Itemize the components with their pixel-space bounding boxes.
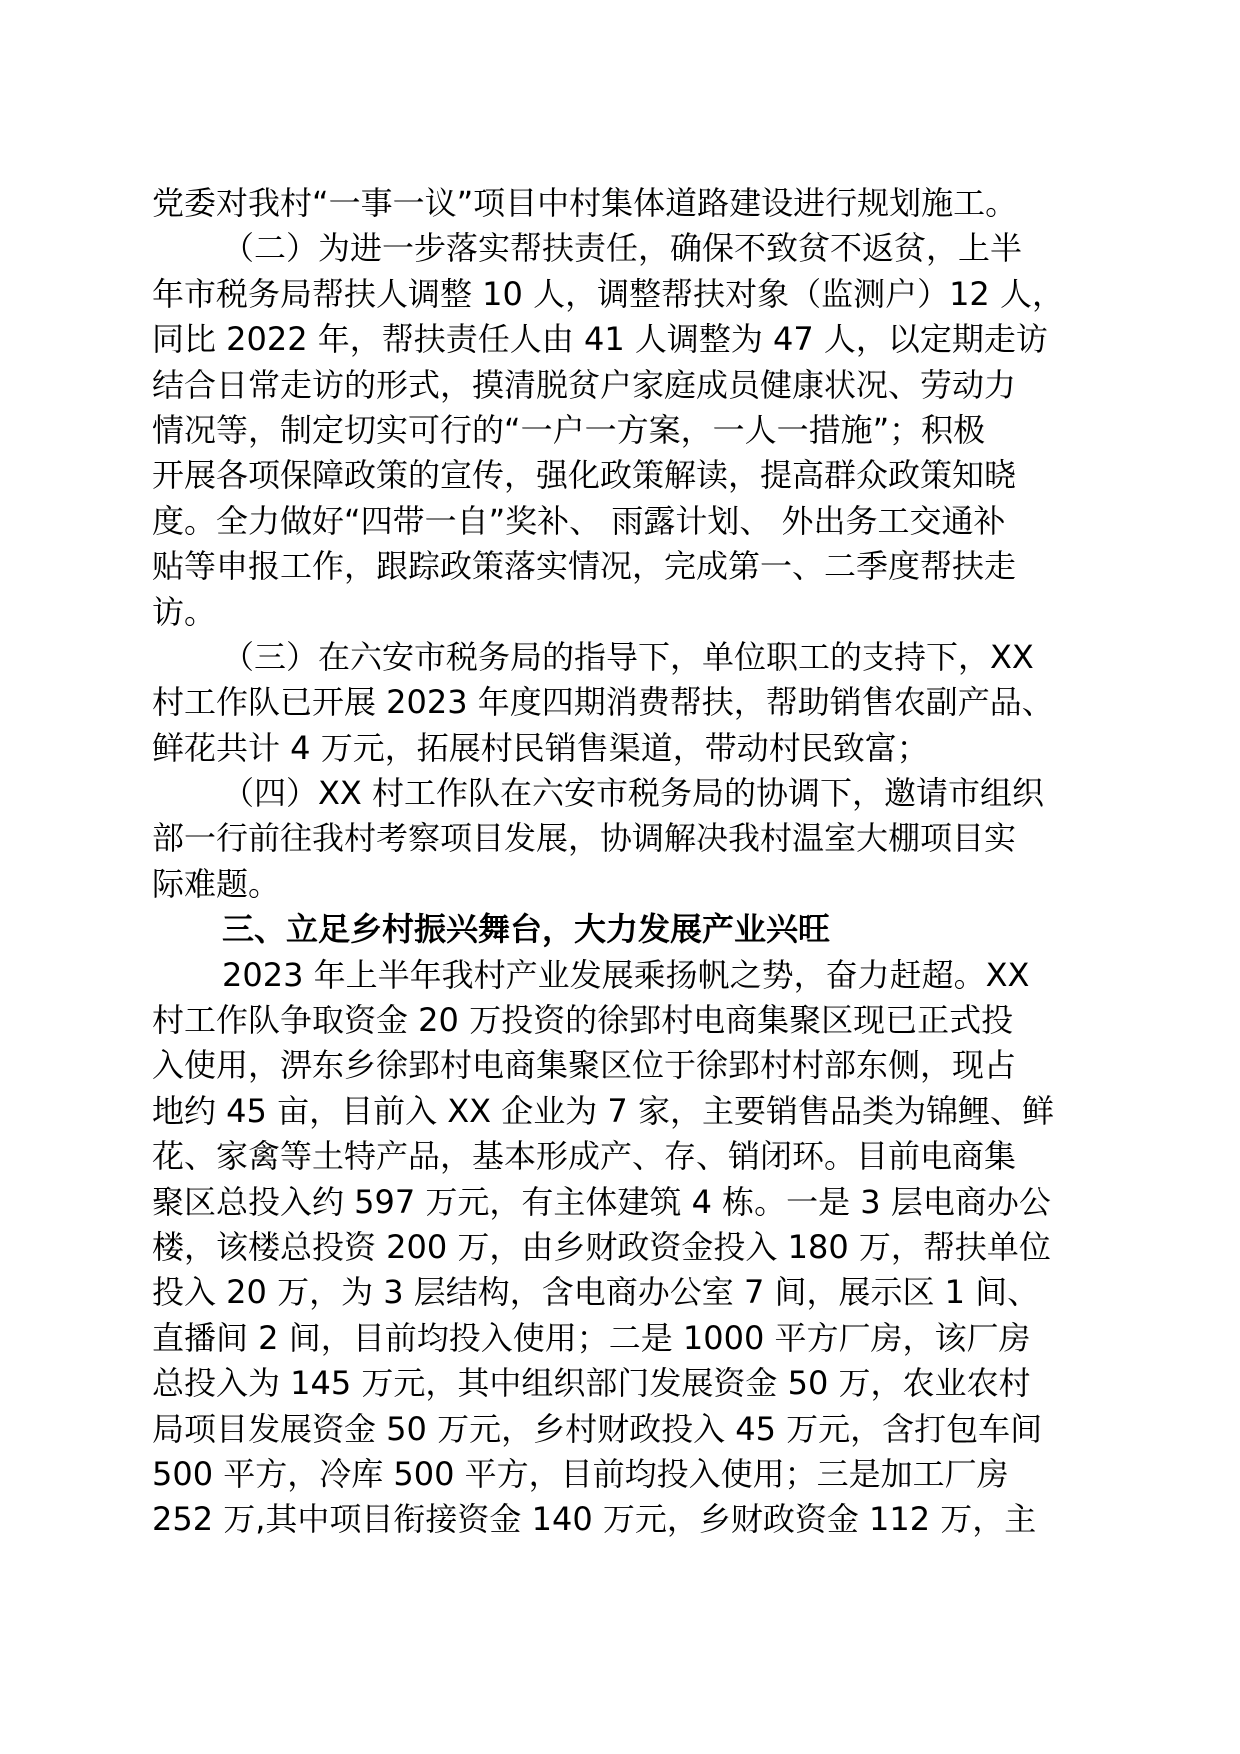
text-line: 地约 45 亩，目前入 XX 企业为 7 家，主要销售品类为锦鲤、鲜 <box>152 1091 1054 1130</box>
paragraph-start-line: （三）在六安市税务局的指导下，单位职工的支持下，XX <box>222 637 1034 676</box>
paragraph-start-line: 2023 年上半年我村产业发展乘扬帆之势，奋力赶超。XX <box>222 955 1030 994</box>
text-line: 252 万,其中项目衔接资金 140 万元，乡财政资金 112 万，主 <box>152 1500 1037 1539</box>
section-heading: 三、立足乡村振兴舞台，大力发展产业兴旺 <box>222 910 831 949</box>
text-line: 楼，该楼总投资 200 万，由乡财政资金投入 180 万，帮扶单位 <box>152 1227 1051 1266</box>
text-line: 聚区总投入约 597 万元，有主体建筑 4 栋。一是 3 层电商办公 <box>152 1182 1051 1221</box>
text-line: 总投入为 145 万元，其中组织部门发展资金 50 万，农业农村 <box>152 1364 1031 1403</box>
text-line: 部一行前往我村考察项目发展，协调解决我村温室大棚项目实 <box>152 819 1017 858</box>
text-line: 际难题。 <box>152 864 281 903</box>
text-line: 500 平方，冷库 500 平方，目前均投入使用；三是加工厂房 <box>152 1454 1009 1493</box>
text-line: 入使用，淠东乡徐郢村电商集聚区位于徐郢村村部东侧，现占 <box>152 1046 1017 1085</box>
text-line: 同比 2022 年，帮扶责任人由 41 人调整为 47 人，以定期走访 <box>152 320 1048 359</box>
text-line: 党委对我村“一事一议”项目中村集体道路建设进行规划施工。 <box>152 184 1018 222</box>
text-line: 直播间 2 间，目前均投入使用；二是 1000 平方厂房，该厂房 <box>152 1318 1031 1357</box>
text-line: 鲜花共计 4 万元，拓展村民销售渠道，带动村民致富； <box>152 728 929 767</box>
text-line: 度。全力做好“四带一自”奖补、 雨露计划、 外出务工交通补 <box>152 501 1006 540</box>
text-line: 投入 20 万，为 3 层结构，含电商办公室 7 间，展示区 1 间、 <box>152 1273 1040 1312</box>
paragraph-start-line: （四）XX 村工作队在六安市税务局的协调下，邀请市组织 <box>222 774 1045 813</box>
text-line: 情况等，制定切实可行的“一户一方案，一人一措施”；积极 <box>152 410 986 449</box>
text-line: 村工作队争取资金 20 万投资的徐郢村电商集聚区现已正式投 <box>152 1001 1014 1040</box>
text-line: 访。 <box>152 592 217 631</box>
text-line: 结合日常走访的形式，摸清脱贫户家庭成员健康状况、劳动力 <box>152 365 1017 404</box>
document-page <box>152 181 1107 1543</box>
text-line: 开展各项保障政策的宣传，强化政策解读，提高群众政策知晓 <box>152 456 1017 495</box>
text-line: 贴等申报工作，跟踪政策落实情况，完成第一、二季度帮扶走 <box>152 547 1017 586</box>
text-line: 村工作队已开展 2023 年度四期消费帮扶，帮助销售农副产品、 <box>152 683 1054 722</box>
text-line: 花、家禽等土特产品，基本形成产、存、销闭环。目前电商集 <box>152 1137 1017 1176</box>
text-line: 局项目发展资金 50 万元，乡村财政投入 45 万元，含打包车间 <box>152 1409 1043 1448</box>
paragraph-start-line: （二）为进一步落实帮扶责任，确保不致贫不返贫，上半 <box>222 229 1023 268</box>
text-line: 年市税务局帮扶人调整 10 人，调整帮扶对象（监测户）12 人， <box>152 274 1064 313</box>
